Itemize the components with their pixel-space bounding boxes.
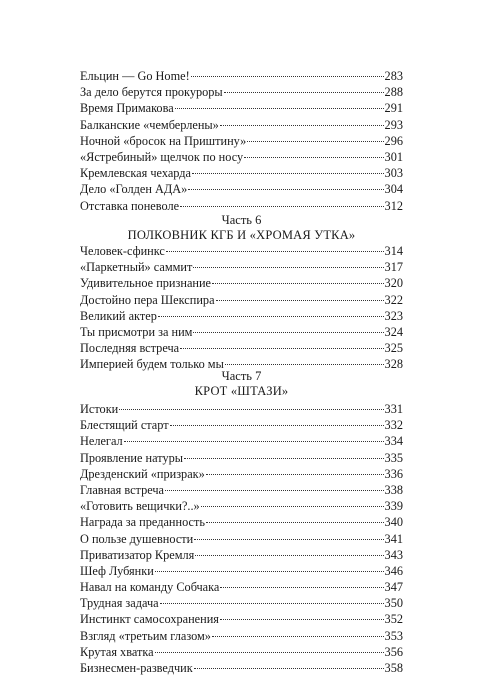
dot-leader [225,364,384,365]
toc-entry [80,450,403,466]
toc-entry [80,595,403,611]
toc-entry-page: 288 [384,85,403,100]
dot-leader [224,92,384,93]
toc-entry-page: 291 [384,101,403,116]
toc-entry-page: 334 [384,434,403,449]
toc-list-part7 [80,401,403,676]
toc-entry [80,133,403,149]
toc-entry-title: Великий актер [80,308,157,323]
dot-leader [180,348,383,349]
toc-entry-page: 293 [384,117,403,132]
dot-leader [244,157,383,158]
dot-leader [175,108,384,109]
toc-entry-page: 356 [384,644,403,659]
toc-entry [80,433,403,449]
toc-entry-title: «Ястребиный» щелчок по носу [80,149,244,164]
part6-heading [80,213,403,243]
toc-entry-title: Приватизатор Кремля [80,547,195,562]
toc-entry-title: Бизнесмен-разведчик [80,661,193,675]
toc-entry-page: 335 [384,450,403,465]
toc-entry-title: Ельцин — Go Home! [80,69,190,83]
part6-title: ПОЛКОВНИК КГБ И «ХРОМАЯ УТКА» [127,228,356,242]
toc-entry [80,100,403,116]
toc-entry [80,275,403,291]
dot-leader [212,283,384,284]
dot-leader [194,539,383,540]
toc-entry-title: Инстинкт самосохранения [80,612,219,627]
toc-entry [80,401,403,417]
toc-entry [80,498,403,514]
toc-entry-title: Достойно пера Шекспира [80,292,215,307]
toc-entry-page: 347 [384,580,403,595]
dot-leader [124,441,384,442]
toc-entry-title: Ты присмотри за ним [80,324,193,339]
toc-entry-page: 350 [384,596,403,611]
toc-entry-page: 301 [384,149,403,164]
toc-entry-page: 339 [384,499,403,514]
dot-leader [206,522,384,523]
toc-entry-title: Балканские «чемберлены» [80,117,219,132]
toc-entry-page: 338 [384,482,403,497]
toc-entry-title: Трудная задача [80,596,159,611]
toc-entry [80,84,403,100]
toc-entry-title: Дело «Голден АДА» [80,182,188,197]
dot-leader [180,206,384,207]
toc-entry-page: 353 [384,628,403,643]
toc-entry-page: 324 [384,324,403,339]
toc-entry-title: Проявление натуры [80,450,184,465]
toc-entry [80,628,403,644]
dot-leader [194,668,384,669]
toc-list-part6 [80,243,403,373]
dot-leader [220,619,384,620]
dot-leader [184,458,384,459]
toc-entry-page: 317 [384,260,403,275]
toc-entry-page: 341 [384,531,403,546]
part7-heading [80,369,403,399]
dot-leader [193,332,383,333]
toc-entry-title: Главная встреча [80,482,165,497]
toc-entry [80,292,403,308]
toc-entry [80,611,403,627]
toc-entry-title: Ночной «бросок на Приштину» [80,133,247,148]
toc-entry-title: Истоки [80,402,119,416]
toc-entry [80,68,403,84]
toc-entry [80,514,403,530]
toc-entry-page: 304 [384,182,403,197]
toc-entry [80,259,403,275]
toc-entry-page: 314 [384,244,403,258]
toc-entry-title: Награда за преданность [80,515,205,530]
toc-entry-title: Время Примакова [80,101,174,116]
dot-leader [212,636,384,637]
toc-entry-page: 325 [384,341,403,356]
toc-entry-title: Навал на команду Собчака [80,580,220,595]
toc-entry [80,149,403,165]
toc-entry-page: 296 [384,133,403,148]
toc-entry [80,324,403,340]
dot-leader [188,189,383,190]
toc-entry-title: «Паркетный» саммит [80,260,193,275]
dot-leader [247,141,383,142]
toc-entry [80,198,403,214]
toc-entry-page: 303 [384,166,403,181]
toc-entry-page: 312 [384,198,403,213]
toc-entry [80,117,403,133]
toc-entry [80,547,403,563]
toc-entry [80,660,403,676]
toc-entry-title: Последняя встреча [80,341,180,356]
part7-title: КРОТ «ШТАЗИ» [194,384,289,398]
toc-entry [80,243,403,259]
toc-entry-title: Империей будем только мы [80,357,224,372]
dot-leader [220,125,384,126]
toc-entry-title: Удивительное признание [80,276,212,291]
dot-leader [192,173,384,174]
toc-entry [80,531,403,547]
part6-label: Часть 6 [221,213,262,227]
toc-entry-title: О пользе душевности [80,531,194,546]
toc-entry-title: Блестящий старт [80,418,169,433]
toc-entry [80,308,403,324]
dot-leader [170,425,384,426]
toc-entry-page: 343 [384,547,403,562]
part7-label: Часть 7 [221,369,262,383]
dot-leader [195,555,383,556]
toc-entry [80,340,403,356]
toc-entry-page: 352 [384,612,403,627]
toc-entry-title: «Готовить вещички?..» [80,499,200,514]
toc-entry-page: 322 [384,292,403,307]
toc-entry-page: 346 [384,563,403,578]
dot-leader [191,76,384,77]
toc-entry-page: 331 [384,402,403,416]
toc-entry-page: 283 [384,69,403,83]
toc-entry [80,165,403,181]
dot-leader [160,603,384,604]
dot-leader [206,474,384,475]
toc-entry [80,181,403,197]
toc-entry-title: Отставка поневоле [80,198,180,213]
toc-entry-title: Кремлевская чехарда [80,166,191,181]
toc-entry-page: 320 [384,276,403,291]
toc-entry-title: Дрезденский «призрак» [80,466,205,481]
toc-entry [80,579,403,595]
toc-entry-page: 328 [384,357,403,372]
toc-entry-title: За дело берутся прокуроры [80,85,223,100]
toc-entry [80,417,403,433]
toc-list-top [80,68,403,214]
toc-entry-page: 323 [384,308,403,323]
dot-leader [119,409,383,410]
dot-leader [201,506,384,507]
toc-entry [80,482,403,498]
dot-leader [166,251,384,252]
dot-leader [155,571,384,572]
toc-entry [80,466,403,482]
toc-entry-title: Нелегал [80,434,123,449]
toc-entry-title: Человек-сфинкс [80,244,165,258]
dot-leader [155,652,384,653]
dot-leader [165,490,384,491]
dot-leader [193,267,383,268]
toc-entry-page: 332 [384,418,403,433]
toc-entry [80,563,403,579]
toc-entry [80,644,403,660]
dot-leader [158,316,384,317]
toc-entry-title: Шеф Лубянки [80,563,154,578]
toc-entry-page: 358 [384,661,403,675]
toc-entry-title: Взгляд «третьим глазом» [80,628,211,643]
dot-leader [220,587,383,588]
dot-leader [216,300,384,301]
toc-entry-page: 336 [384,466,403,481]
toc-entry-title: Крутая хватка [80,644,154,659]
toc-entry-page: 340 [384,515,403,530]
